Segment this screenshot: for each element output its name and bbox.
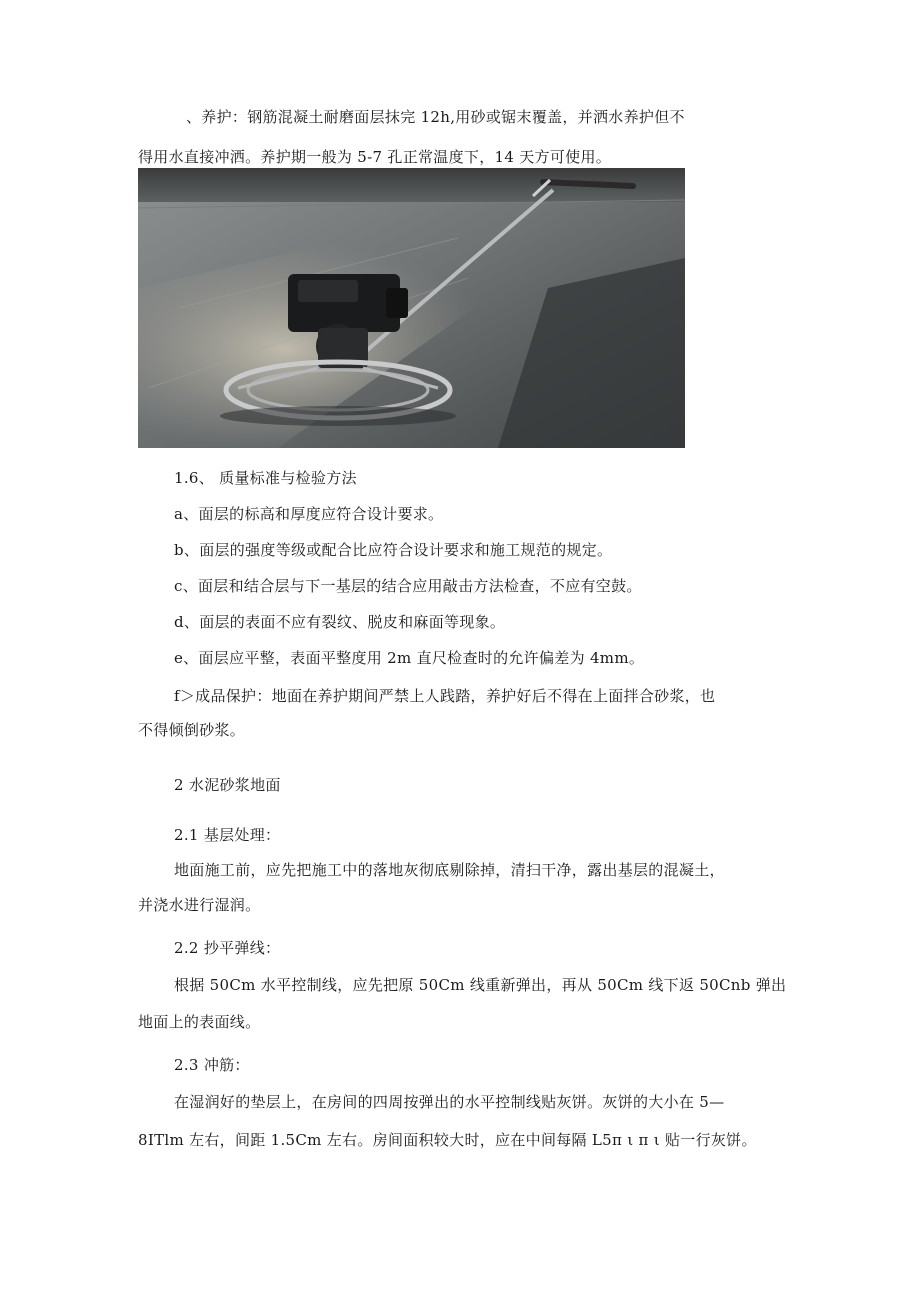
leveling-heading: 2.2 抄平弹线： [174,939,281,957]
quality-item-a: a、面层的标高和厚度应符合设计要求。 [174,505,444,523]
screed-line-2: 8ITlm 左右，间距 1.5Cm 左右。房间面积较大时，应在中间每隔 L5π ι π ι 贴一行灰饼。 [138,1131,757,1149]
curing-paragraph-line-2: 得用水直接冲洒。养护期一般为 5-7 孔正常温度下，14 天方可使用。 [138,148,612,166]
leveling-line-1: 根据 50Cm 水平控制线，应先把原 50Cm 线重新弹出，再从 50Cm 线下返 50Cnb 弹出 [174,976,787,994]
quality-item-b: b、面层的强度等级或配合比应符合设计要求和施工规范的规定。 [174,541,613,559]
base-treatment-line-2: 并浇水进行湿润。 [138,896,261,914]
quality-item-f-line-2: 不得倾倒砂浆。 [138,721,246,739]
quality-item-d: d、面层的表面不应有裂纹、脱皮和麻面等现象。 [174,613,506,631]
quality-item-f-line-1: f＞成品保护：地面在养护期间严禁上人践踏，养护好后不得在上面拌合砂浆，也 [174,687,716,705]
screed-line-1: 在湿润好的垫层上，在房间的四周按弹出的水平控制线贴灰饼。灰饼的大小在 5— [174,1093,725,1111]
cement-section-heading: 2 水泥砂浆地面 [174,776,281,794]
power-trowel-photo [138,168,685,448]
leveling-line-2: 地面上的表面线。 [138,1013,261,1031]
quality-item-c: c、面层和结合层与下一基层的结合应用敲击方法检查，不应有空鼓。 [174,577,642,595]
quality-item-e: e、面层应平整，表面平整度用 2m 直尺检查时的允许偏差为 4mm。 [174,649,645,667]
base-treatment-heading: 2.1 基层处理： [174,826,281,844]
quality-section-heading: 1.6、 质量标准与检验方法 [174,469,357,487]
power-trowel-machine-photo-icon [138,168,685,448]
curing-paragraph-line-1: 、养护：钢筋混凝土耐磨面层抹完 12h,用砂或锯末覆盖，并洒水养护但不 [186,108,685,126]
screed-heading: 2.3 冲筋： [174,1056,250,1074]
base-treatment-line-1: 地面施工前，应先把施工中的落地灰彻底剔除掉，清扫干净，露出基层的混凝土， [174,861,725,879]
